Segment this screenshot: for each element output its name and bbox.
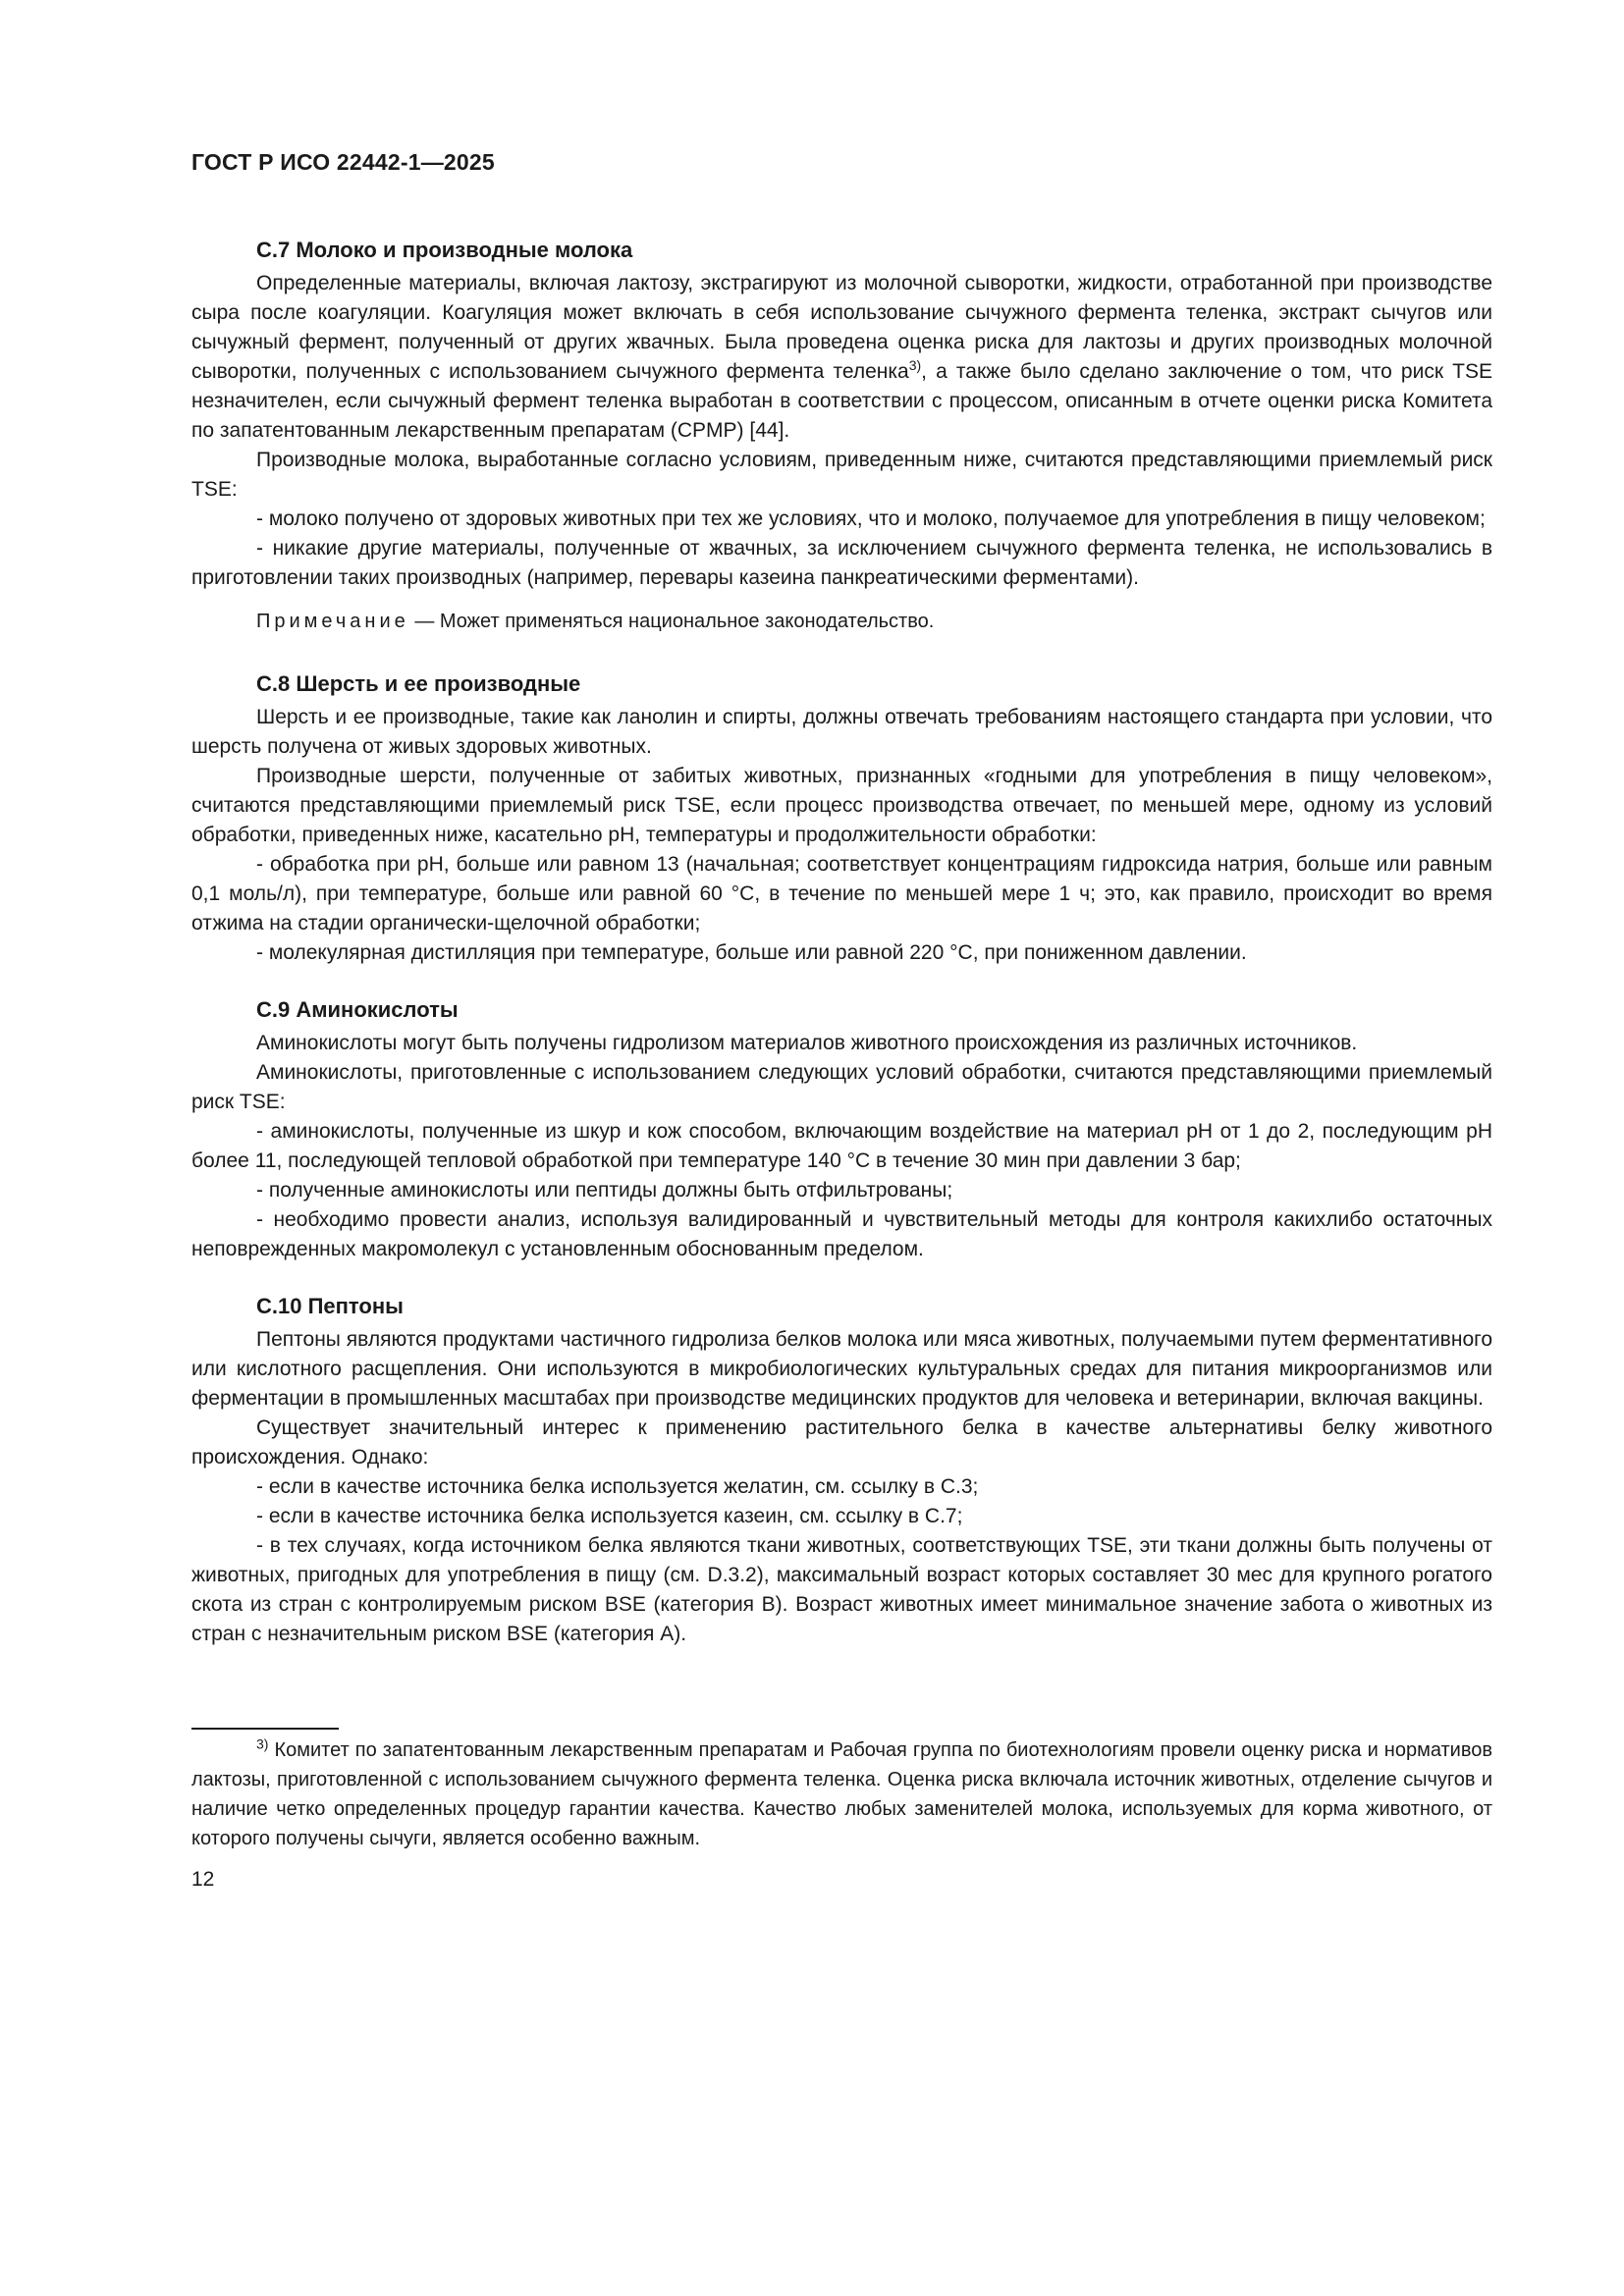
footnote-text: Комитет по запатентованным лекарственным препаратам и Рабочая группа по биотехнологиям провели оценку риска и нормативов лактозы, приготовленной с использованием сычужного фермента теленка. Оценка риска включала источник животных, отделение сычугов и наличие четко определенных процедур гарантии качества. Качество любых заменителей молока, используемых для корма животного, от которого получены сычуги, является особенно важным. xyxy=(191,1739,1492,1849)
list-item: - никакие другие материалы, полученные от жвачных, за исключением сычужного фермента теленка, не использовались в приготовлении таких производных (например, перевары казеина панкреатическими ферментами). xyxy=(191,537,1492,589)
footnote xyxy=(191,1735,1492,1853)
list-item: - молекулярная дистилляция при температуре, больше или равной 220 °C, при пониженном давлении. xyxy=(256,941,1247,964)
footnote-marker: 3) xyxy=(256,1735,269,1752)
note-label: Примечание xyxy=(256,611,409,632)
list-item: - в тех случаях, когда источником белка являются ткани животных, соответствующих TSE, эти ткани должны быть получены от животных, пригодных для употребления в пищу (см. D.3.2), максимальный возраст которых составляет 30 мес для крупного рогатого скота из стран с контролируемым риском BSE (категория В). Возраст животных имеет минимальное значение забота о животных из стран с незначительным риском BSE (категория А). xyxy=(191,1534,1492,1645)
list-item: - аминокислоты, полученные из шкур и кож способом, включающим воздействие на материал pH от 1 до 2, последующим pH более 11, последующей тепловой обработкой при температуре 140 °C в течение 30 мин при давлении 3 бар; xyxy=(191,1120,1492,1172)
list-item: - полученные аминокислоты или пептиды должны быть отфильтрованы; xyxy=(256,1179,953,1201)
document-header: ГОСТ Р ИСО 22442-1—2025 xyxy=(191,149,495,175)
list-item: - молоко получено от здоровых животных при тех же условиях, что и молоко, получаемое для употребления в пищу человеком; xyxy=(256,507,1486,530)
footnote-block xyxy=(191,1728,1492,1853)
paragraph: Шерсть и ее производные, такие как ланолин и спирты, должны отвечать требованиям настоящего стандарта при условии, что шерсть получена от живых здоровых животных. xyxy=(191,706,1492,758)
section-c10 xyxy=(191,1292,1492,1649)
list-item: - если в качестве источника белка используется желатин, см. ссылку в С.3; xyxy=(256,1475,979,1498)
section-title: С.9 Аминокислоты xyxy=(256,997,459,1022)
note xyxy=(191,607,1492,636)
paragraph xyxy=(191,269,1492,446)
paragraph: Аминокислоты могут быть получены гидролизом материалов животного происхождения из различных источников. xyxy=(256,1032,1358,1054)
paragraph: Аминокислоты, приготовленные с использованием следующих условий обработки, считаются представляющими приемлемый риск TSE: xyxy=(191,1061,1492,1113)
section-title: С.7 Молоко и производные молока xyxy=(256,238,633,262)
document-page xyxy=(191,147,1492,2258)
section-title: С.8 Шерсть и ее производные xyxy=(256,671,581,696)
footnote-reference: 3) xyxy=(908,357,922,373)
footnote-divider xyxy=(191,1728,339,1730)
list-item: - обработка при pH, больше или равном 13 (начальная; соответствует концентрациям гидроксида натрия, больше или равным 0,1 моль/л), при температуре, больше или равной 60 °C, в течение по меньшей мере 1 ч; это, как правило, происходит во время отжима на стадии органически-щелочной обработки; xyxy=(191,853,1492,934)
paragraph-text: , а также было сделано заключение о том, что риск TSE незначителен, если сычужный фермент теленка выработан в соответствии с процессом, описанным в отчете оценки риска Комитета по запатентованным лекарственным препаратам (CPMP) [44]. xyxy=(191,360,1492,442)
list-item: - если в качестве источника белка используется казеин, см. ссылку в С.7; xyxy=(256,1505,963,1527)
section-c7 xyxy=(191,236,1492,636)
paragraph: Производные шерсти, полученные от забитых животных, признанных «годными для употребления в пищу человеком», считаются представляющими приемлемый риск TSE, если процесс производства отвечает, по меньшей мере, одному из условий обработки, приведенных ниже, касательно pH, температуры и продолжительности обработки: xyxy=(191,765,1492,846)
paragraph-text: Определенные материалы, включая лактозу, экстрагируют из молочной сыворотки, жидкости, отработанной при производстве сыра после коагуляции. Коагуляция может включать в себя использование сычужного фермента теленка, экстракт сычугов или сычужный фермент, полученный от других жвачных. Была проведена оценка риска для лактозы и других производных молочной сыворотки, полученных с использованием сычужного фермента теленка xyxy=(191,272,1492,383)
section-c8 xyxy=(191,669,1492,968)
paragraph: Производные молока, выработанные согласно условиям, приведенным ниже, считаются представляющими приемлемый риск TSE: xyxy=(191,449,1492,501)
list-item: - необходимо провести анализ, используя валидированный и чувствительный методы для контроля какихлибо остаточных неповрежденных макромолекул с установленным обоснованным пределом. xyxy=(191,1208,1492,1260)
paragraph: Существует значительный интерес к применению растительного белка в качестве альтернативы белку животного происхождения. Однако: xyxy=(191,1416,1492,1468)
section-title: С.10 Пептоны xyxy=(256,1294,404,1318)
note-text: — Может применяться национальное законодательство. xyxy=(408,611,935,632)
paragraph: Пептоны являются продуктами частичного гидролиза белков молока или мяса животных, получаемыми путем ферментативного или кислотного расщепления. Они используются в микробиологических культуральных средах для питания микроорганизмов или ферментации в промышленных масштабах при производстве медицинских продуктов для человека и ветеринарии, включая вакцины. xyxy=(191,1328,1492,1410)
section-c9 xyxy=(191,995,1492,1264)
page-number: 12 xyxy=(191,1868,215,1891)
